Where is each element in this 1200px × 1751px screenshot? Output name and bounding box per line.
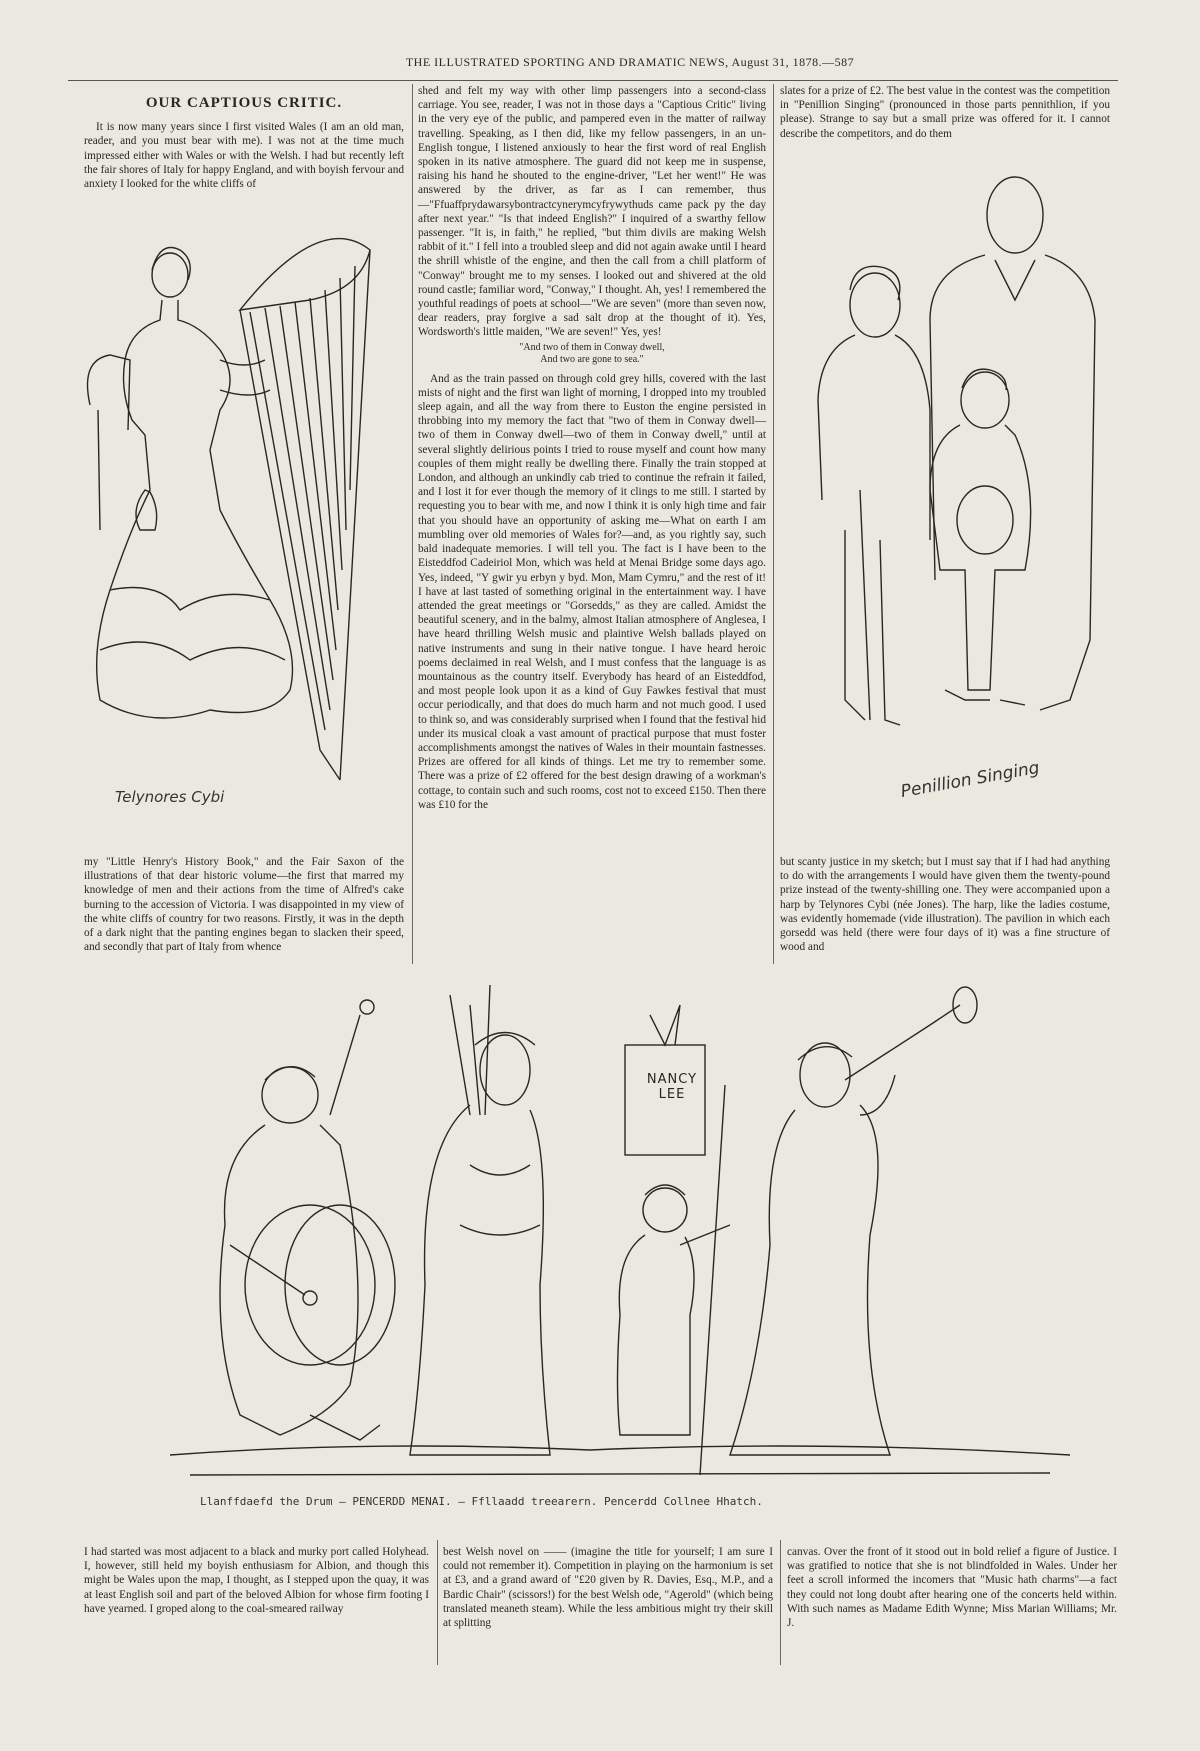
article-paragraph: best Welsh novel on —— (imagine the title for yourself; I am sure I could not remember it). Competition in playing on the harmonium is set at £3, and a grand award of "£20 given by R. Davies, Esq., M.P., and a Bardic Chair" (scissors!) for the best Welsh ode, "Agerold" (which being translated meaneth steam). While the less ambitious might try their skill at splitting <box>443 1546 773 1630</box>
harp-caption: Telynores Cybi <box>115 788 225 806</box>
verse-quote <box>418 342 766 366</box>
procession-caption: Llanffdaefd the Drum — PENCERDD MENAI. — Ffllaadd treearern. Pencerdd Collnee Hhatch. <box>200 1495 763 1508</box>
article-title: OUR CAPTIOUS CRITIC. <box>145 95 343 111</box>
article-bottom-column-3 <box>787 1545 1117 1632</box>
verse-line: And two are gone to sea." <box>540 353 644 365</box>
article-paragraph: shed and felt my way with other limp passengers into a second-class carriage. You see, reader, I was not in those days a "Captious Critic" living in the very eye of the public, and pampered even in the matter of railway travelling. Speaking, as I then did, like my fellow passengers, in an un-English tongue, I listened anxiously to hear the first word of real English spoken in its native atmosphere. The guard did not keep me in suspense, raising his hand he shouted to the engine-driver, "Let her went!" He was answered by the driver, as far as I can remember, thus—"Ffuaffprydawarsybontractcynerymcyfrywythuds came pack py the day after next year." "Is that indeed English?" I inquired of a swarthy fellow passenger. "It is, in faith," he replied, "but thim divils are making Welsh rabbit of it." I fell into a troubled sleep and did not again awake until I heard the shrill whistle of the engine, and then the call from a chill platform of "Conway" brought me to my senses. I looked out and shivered at the old round castle; familiar word, "Conway," I thought. Ah, yes! I remembered the youthful readings of poets at school—"We are seven" (more than seven now, dear readers, pray forgive a sad salt drop at the thought of it). Yes, Wordsworth's little maiden, "We are seven!" Yes, yes! <box>418 85 766 339</box>
column-divider <box>412 84 413 964</box>
article-column-1-bottom <box>84 855 404 956</box>
penillion-singers-illustration <box>790 160 1120 803</box>
banner <box>632 1072 712 1102</box>
article-paragraph: slates for a prize of £2. The best value in the contest was the competition in "Penillion Singing" (pronounced in those parts pennithlion, if you please). Strange to say but a small prize was offered for it. I cannot describe the competitors, and do them <box>780 85 1110 140</box>
article-column-2 <box>418 84 766 814</box>
article-paragraph: And as the train passed on through cold grey hills, covered with the last mists of night and the first wan light of morning, I dropped into my troubled sleep again, and all the way from there to Euston the engine persisted in throbbing into my memory the fact that "two of them in Conway dwell—two of them in Conway dwell—two of them in Conway dwell," until at several slightly delirious points I tried to rouse myself and count how many couples of them might really be dwelling there. Finally the train stopped at London, and although an unkindly cab tried to continue the refrain it failed, and I lost it for ever though the memory of it clings to me still. I started by requesting you to bear with me, and now I think it is only high time and fair that you should have an opportunity of asking me—What on earth I am mumbling over old memories of Wales for?—and, as you rightly say, such bald inadequate memories. I will tell you. The fact is I have been to the Eisteddfod Cadeiriol Mon, which was held at Menai Bridge some days ago. Yes, indeed, "Y gwir yu erbyn y byd. Mon, Mam Cymru," and the rest of it! I have at last tasted of something original in the entertainment way. I have attended the great meetings or "Gorsedds," as they are called. Amidst the beautiful scenery, and in the balmy, almost Italian atmosphere of Anglesea, I have heard thrilling Welsh music and plaintive Welsh ballads played on native instruments and sung in their native tongue. I have heard heroic poems declaimed in real Welsh, and I must confess that the language is as mountainous as the country itself. Everybody has heard of an Eisteddfod, and most people look upon it as a kind of Guy Fawkes festival that must occur periodically, and that does do much harm and not much good. I used to think so, and was considerably surprised when I found that the festival hid under its musical cloak a vast amount of practical purpose that must foster accomplishments amongst the natives of Wales in their mountain fastnesses. Prizes are offered for all kinds of things. Let me try to remember some. There was a prize of £2 offered for the best design drawing of a workman's cottage, to contain such and such rooms, cost not to exceed £150. Then there was £10 for the <box>418 372 766 811</box>
header-rule <box>68 80 1118 81</box>
article-column-1-top <box>84 84 404 193</box>
procession-illustration <box>170 985 1100 1495</box>
article-paragraph: It is now many years since I first visited Wales (I am an old man, reader, and you must bear with me). I was not at the time much impressed either with Wales or with the Welsh. I had but recently left the fair shores of Italy for happy England, and with boyish fervour and anxiety I looked for the white cliffs of <box>84 121 404 191</box>
article-paragraph: canvas. Over the front of it stood out in bold relief a figure of Justice. I was gratified to notice that she is not blindfolded in Wales. Under her feet a scroll informed the incomers that "Music hath charms"—a fact they could not long doubt after hearing one of the concerts held within. With such names as Madame Edith Wynne; Miss Marian Williams; Mr. J. <box>787 1546 1117 1630</box>
article-bottom-column-2 <box>443 1545 773 1632</box>
article-column-3-top <box>780 84 1110 143</box>
article-paragraph: I had started was most adjacent to a black and murky port called Holyhead. I, however, still held my boyish enthusiasm for Albion, and though this might be Wales upon the map, I thought, as I stepped upon the quay, it was at least English soil and part of the beloved Albion for whose firm footing I have yearned. I groped along to the coal-smeared railway <box>84 1546 429 1615</box>
article-column-3-bottom <box>780 855 1110 956</box>
harp-illustration <box>70 230 410 820</box>
article-bottom-column-1 <box>84 1545 429 1618</box>
article-paragraph: my "Little Henry's History Book," and the Fair Saxon of the illustrations of that dear historic volume—the first that marred my knowledge of men and their actions from the time of Alfred's cake burning to the accession of Victoria. I was disappointed in my view of the white cliffs of country for two reasons. Firstly, it was in the depth of a dark night that the panting engines began to slacken their speed, and secondly that part of Italy from whence <box>84 856 404 954</box>
banner-text: LEE <box>658 1087 686 1102</box>
article-paragraph: but scanty justice in my sketch; but I must say that if I had had anything to do with the arrangements I would have given them the twenty-pound prize instead of the twenty-shilling one. They were accompanied upon a harp by Telynores Cybi (née Jones). The harp, like the ladies costume, was evidently homemade (vide illustration). The pavilion in which each gorsedd was held (there were four days of it) was a fine structure of wood and <box>780 856 1110 954</box>
banner-text: NANCY <box>646 1072 698 1087</box>
column-divider <box>780 1540 781 1665</box>
column-divider <box>773 84 774 964</box>
column-divider <box>437 1540 438 1665</box>
masthead: THE ILLUSTRATED SPORTING AND DRAMATIC NEWS, August 31, 1878.—587 <box>405 55 855 69</box>
penillion-caption: Penillion Singing <box>899 757 1041 803</box>
verse-line: "And two of them in Conway dwell, <box>519 341 665 353</box>
